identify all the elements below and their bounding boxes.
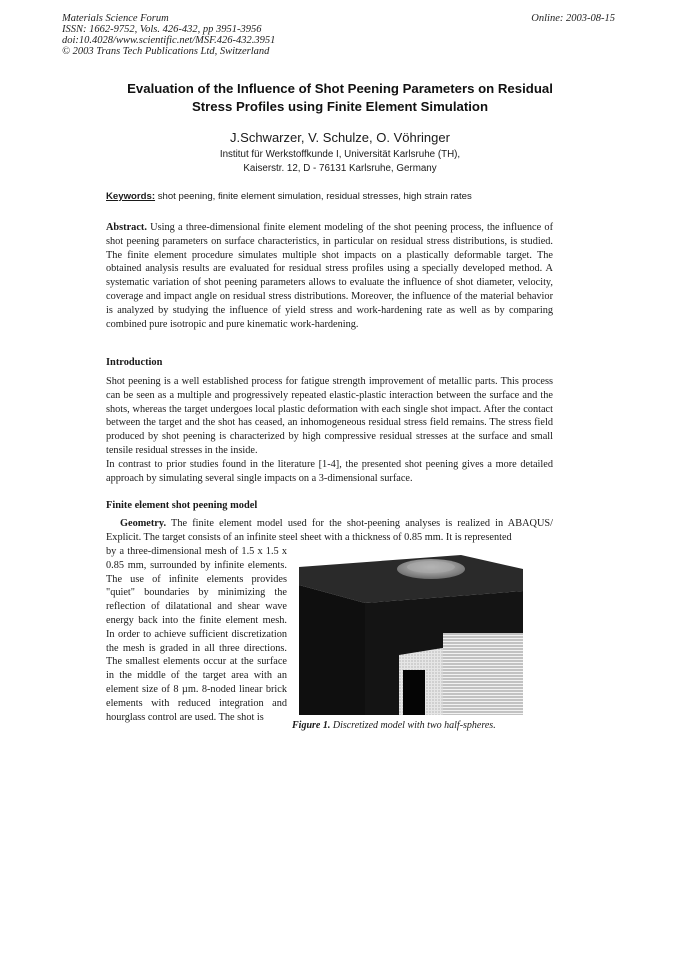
figure-1-caption (292, 720, 496, 731)
affiliation-line-1: Institut für Werkstoffkunde I, Universität Karlsruhe (TH), (219, 149, 461, 160)
keywords-label: Keywords: (106, 191, 156, 202)
model-front-face (299, 585, 365, 715)
keywords-text: shot peening, finite element simulation, residual stresses, high strain rates (155, 191, 472, 202)
intro-paragraph-2: In contrast to prior studies found in the literature [1-4], the presented shot peening gives a more detailed approach by simulating several single impacts on a 3-dimensional surface. (106, 458, 553, 484)
geometry-column (106, 545, 287, 724)
journal-name: Materials Science Forum (62, 13, 169, 24)
title-line-2: Stress Profiles using Finite Element Simulation (191, 99, 489, 114)
issn-line: ISSN: 1662-9752, Vols. 426-432, pp 3951-3956 (62, 24, 262, 35)
geometry-lead-text: The finite element model used for the shot-peening analyses is realized in ABAQUS/ Explicit. The target consists of an infinite steel sheet with a thickness of 0.85 mm. It is represented (106, 518, 553, 543)
introduction-body (106, 375, 553, 485)
doi-line: doi:10.4028/www.scientific.net/MSF.426-432.3951 (62, 35, 276, 46)
figure-caption-text: Discretized model with two half-spheres. (330, 720, 496, 731)
figure-label: Figure 1. (292, 720, 331, 731)
keywords (106, 191, 472, 202)
affiliation-line-2: Kaiserstr. 12, D - 76131 Karlsruhe, Germany (243, 163, 437, 174)
geometry-lead (106, 517, 553, 545)
mesh-block-fine (443, 633, 523, 715)
copyright-line: © 2003 Trans Tech Publications Ltd, Switzerland (62, 46, 270, 57)
fe-model-heading: Finite element shot peening model (106, 500, 258, 511)
abstract-label: Abstract. (106, 222, 147, 233)
geometry-label: Geometry. (120, 518, 167, 529)
introduction-heading: Introduction (106, 357, 163, 368)
half-sphere-highlight (407, 561, 455, 573)
geometry-column-text: by a three-dimensional mesh of 1.5 x 1.5 x 0.85 mm, surrounded by infinite elements. The use of infinite elements provides "quiet" boundaries by minimizing the reflection of dilatational and shear wave energy back into the finite element mesh. In order to achieve sufficient discretization the mesh is graded in all three directions. The smallest elements occur at the surface in the middle of the target area with an element size of 8 µm. 8-noded linear brick elements with reduced integration and hourglass control are used. The shot is (106, 546, 287, 723)
abstract-text: Using a three-dimensional finite element modeling of the shot peening process, the influence of shot peening parameters on surface characteristics, in particular on residual stress distributions, is studied. The finite element procedure simulates multiple shot impacts on a plastically deformable target. The obtained analysis results are evaluated for residual stress profiles using a specially developed method. A systematic variation of shot peening parameters allows to evaluate the influence of shot diameter, velocity, coverage and impact angle on residual stress distributions. Moreover, the influence of the material behavior is analyzed by studying the influence of yield stress and work-hardening rate as well as by comparing combined pure isotropic and pure kinematic work-hardening. (106, 222, 553, 330)
paper-title (60, 80, 620, 116)
mesh-block-dark (403, 670, 425, 715)
title-line-1: Evaluation of the Influence of Shot Peening Parameters on Residual (127, 81, 553, 96)
abstract (106, 221, 553, 331)
intro-paragraph-1: Shot peening is a well established process for fatigue strength improvement of metallic parts. This process can be seen as a multiple and progressively repeated elastic-plastic interaction between the surface and the shots, whereas the target undergoes local plastic deformation with each single shot impact. After the contact between the target and the shot has ceased, an inhomogeneous residual stress field remains. The stress field produced by shot peening is characterized by high compressive residual stresses at the surface and small tensile residual stresses in the inside. (106, 376, 553, 456)
figure-1-image (291, 555, 523, 715)
discretized-model-illustration (291, 555, 523, 715)
authors: J.Schwarzer, V. Schulze, O. Vöhringer (230, 130, 450, 145)
online-date: Online: 2003-08-15 (531, 13, 615, 24)
affiliation (60, 148, 620, 176)
